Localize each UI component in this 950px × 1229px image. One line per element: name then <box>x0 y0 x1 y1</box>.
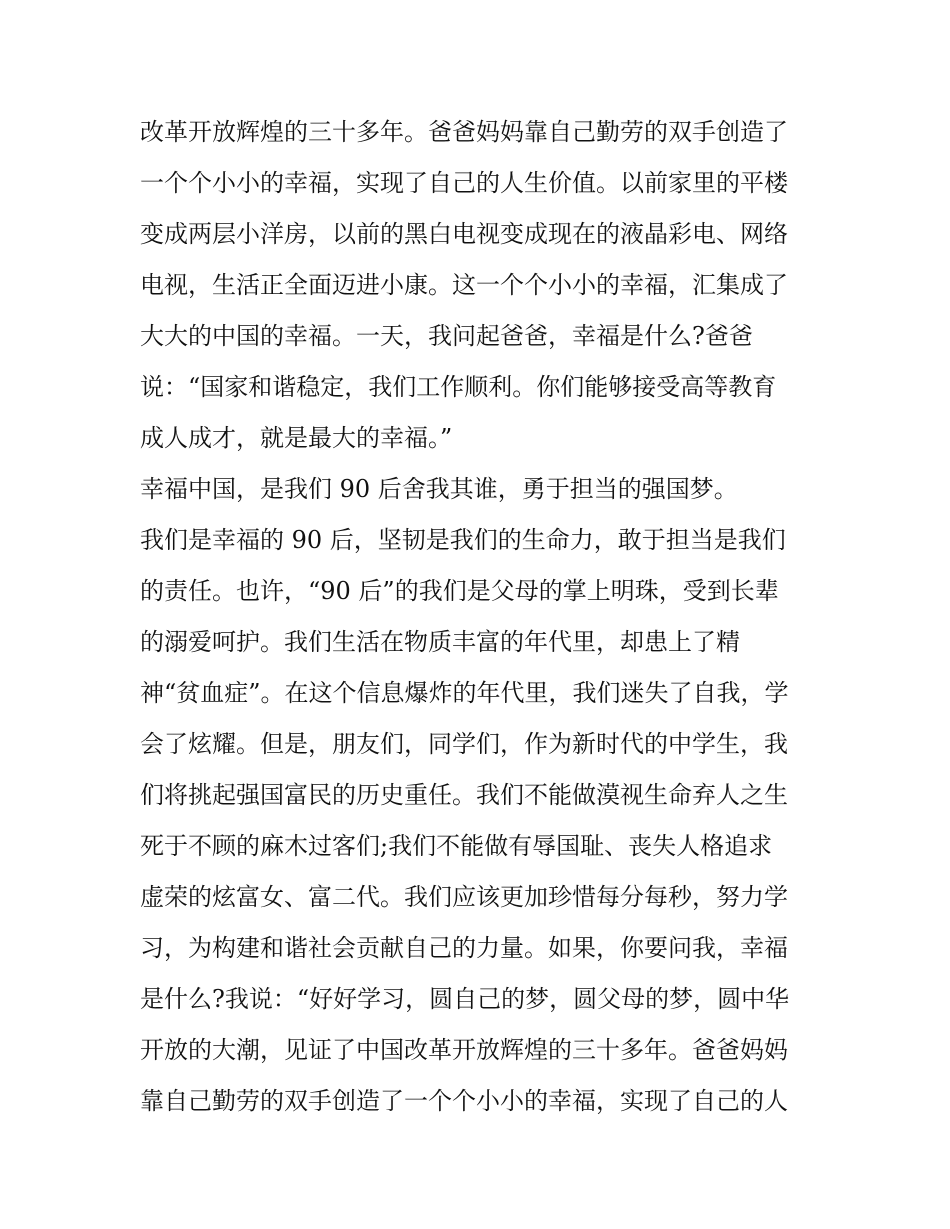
text-line: 我们是幸福的 90 后，坚韧是我们的生命力，敢于担当是我们 <box>140 526 786 554</box>
text-line: 虚荣的炫富女、富二代。我们应该更加珍惜每分每秒，努力学 <box>140 883 788 911</box>
text-line: 的责任。也许，“90 后”的我们是父母的掌上明珠，受到长辈 <box>140 577 779 605</box>
text-line: 是什么?我说：“好好学习，圆自己的梦，圆父母的梦，圆中华 <box>140 985 790 1013</box>
text-line: 靠自己勤劳的双手创造了一个个小小的幸福，实现了自己的人 <box>140 1087 788 1115</box>
text-line: 会了炫耀。但是，朋友们，同学们，作为新时代的中学生，我 <box>140 730 788 758</box>
text-line: 习，为构建和谐社会贡献自己的力量。如果，你要问我，幸福 <box>140 934 788 962</box>
body-text <box>140 107 820 1127</box>
text-line: 神“贫血症”。在这个信息爆炸的年代里，我们迷失了自我，学 <box>140 679 789 707</box>
text-line: 说：“国家和谐稳定，我们工作顺利。你们能够接受高等教育 <box>140 373 777 401</box>
text-line: 的溺爱呵护。我们生活在物质丰富的年代里，却患上了精 <box>140 628 740 656</box>
text-line: 幸福中国，是我们 90 后舍我其谁，勇于担当的强国梦。 <box>140 475 738 503</box>
text-line: 大大的中国的幸福。一天，我问起爸爸，幸福是什么?爸爸 <box>140 322 753 350</box>
text-line: 电视，生活正全面迈进小康。这一个个小小的幸福，汇集成了 <box>140 271 788 299</box>
text-line: 一个个小小的幸福，实现了自己的人生价值。以前家里的平楼 <box>140 169 788 197</box>
text-line: 们将挑起强国富民的历史重任。我们不能做漠视生命弃人之生 <box>140 781 788 809</box>
text-line: 成人成才，就是最大的幸福。” <box>140 424 453 452</box>
text-line: 开放的大潮，见证了中国改革开放辉煌的三十多年。爸爸妈妈 <box>140 1036 788 1064</box>
text-line: 改革开放辉煌的三十多年。爸爸妈妈靠自己勤劳的双手创造了 <box>140 118 788 146</box>
text-line: 变成两层小洋房，以前的黑白电视变成现在的液晶彩电、网络 <box>140 220 788 248</box>
text-line: 死于不顾的麻木过客们;我们不能做有辱国耻、丧失人格追求 <box>140 832 773 860</box>
